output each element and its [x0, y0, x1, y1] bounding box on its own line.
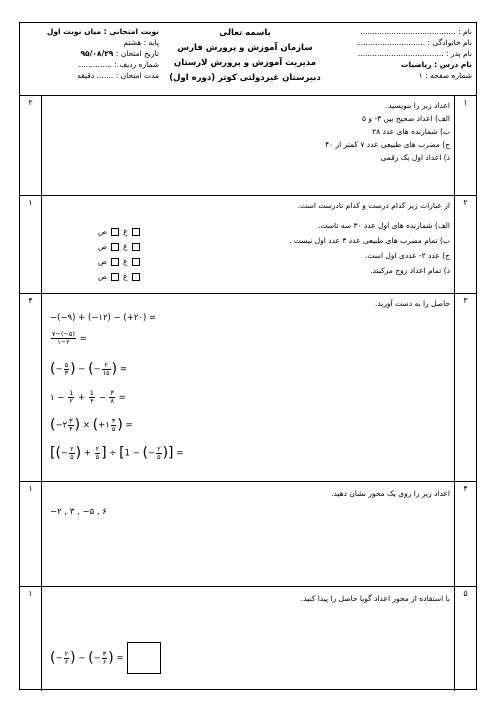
- tf-choice: [76, 257, 144, 266]
- expression-3: (− $\frac{۵}{۳}$ ) − (− $\frac{۲}{۱۵}$ ) =: [50, 360, 127, 377]
- question-score: ۱: [20, 481, 42, 586]
- question-body: [46, 95, 450, 199]
- question-number: ۴: [454, 481, 476, 586]
- expression-1: −(−۹) + (−۱۲) − (+۲۰) =: [50, 313, 157, 323]
- exam-page: [19, 22, 477, 690]
- equals-sign: =: [119, 364, 127, 375]
- true-checkbox[interactable]: [132, 273, 140, 281]
- date-label: تاریخ امتحان :: [115, 49, 159, 58]
- question-prompt: از عبارات زیر کدام درست و کدام نادرست است.: [297, 201, 450, 210]
- exam-header: [20, 23, 476, 96]
- expression-5: (−۲ $\frac{۳}{۴}$ ) × (+۱ $\frac{۳}{۵}$ ) =: [50, 416, 133, 433]
- statement: ج) عدد ۲- عددی اول است.: [364, 251, 450, 260]
- values-text: −۲ , ۳ , −۵ , ۶: [50, 507, 107, 517]
- true-label: ص: [98, 272, 108, 281]
- seat-label: شماره ردیف :: [114, 60, 159, 69]
- question-1: [20, 95, 476, 196]
- numerator: ۲: [64, 649, 69, 658]
- question-body: [46, 481, 450, 586]
- question-prompt: اعداد زیر را روی یک محور نشان دهید.: [331, 489, 450, 498]
- false-label: غ: [123, 257, 128, 266]
- question-score: ۱: [20, 586, 42, 691]
- false-checkbox[interactable]: [111, 258, 119, 266]
- duration-unit: دقیقه: [77, 71, 95, 80]
- expression-2: [50, 331, 87, 346]
- exam-term: نوبت امتحانی : میان نوبت اول: [46, 27, 159, 36]
- numerator: ۳: [102, 649, 107, 658]
- denominator: ۵: [95, 452, 100, 461]
- question-prompt: اعداد زیر را بنویسید.: [385, 101, 450, 110]
- statement: الف) شمارنده های اول عدد ۳۰ سه تاست.: [317, 221, 450, 230]
- expression-q5: (− $\frac{۲}{۶}$ ) − (− $\frac{۳}{۶}$ ) =: [50, 642, 161, 674]
- denominator: ۸: [110, 397, 114, 405]
- question-item: ج) مضرب های طبیعی عدد ۷ کمتر از ۴۰: [325, 140, 450, 149]
- header-title: باسمه تعالی: [219, 28, 271, 38]
- denominator: ۶: [102, 657, 107, 666]
- numerator: ۲: [102, 362, 111, 370]
- org-name: سازمان آموزش و پرورش فارس: [177, 43, 313, 53]
- true-label: ص: [98, 257, 108, 266]
- question-prompt: حاصل را به دست آورید.: [374, 299, 450, 308]
- father-label: نام پدر :: [446, 49, 472, 58]
- question-number: ۲: [454, 195, 476, 293]
- values-list: [50, 507, 107, 517]
- question-number: ۱: [454, 95, 476, 195]
- true-checkbox[interactable]: [132, 228, 140, 236]
- true-label: ص: [98, 227, 108, 236]
- family-label: نام خانوادگی :: [427, 38, 472, 47]
- name-label: نام :: [458, 27, 472, 36]
- question-score: ۴: [20, 293, 42, 481]
- answer-box[interactable]: [127, 642, 161, 674]
- expression-6: [(− $\frac{۲}{۵}$ ) + $\frac{۲}{۵}$ ] ÷ [1 − (− $\frac{۲}{۵}$ )] =: [50, 444, 184, 461]
- question-number: ۳: [454, 293, 476, 481]
- question-3: [20, 293, 476, 482]
- equals-sign: =: [125, 420, 133, 431]
- denominator: ۱۵: [102, 368, 110, 377]
- denominator: ۳: [64, 368, 69, 377]
- equals-sign: =: [116, 653, 124, 664]
- integer: ۱: [50, 393, 55, 403]
- integer: ۱: [105, 420, 110, 431]
- false-checkbox[interactable]: [111, 228, 119, 236]
- duration-label: مدت امتحان :: [115, 71, 159, 80]
- question-score: ۲: [20, 95, 42, 195]
- denominator: ۴: [90, 397, 94, 405]
- school-info: [165, 23, 325, 98]
- false-label: غ: [123, 272, 128, 281]
- e2-numerator: ۷−(−۵): [52, 330, 75, 338]
- numerator: ۳: [69, 416, 73, 425]
- equals-sign: =: [118, 393, 126, 403]
- school-name: دبیرستان غیردولتی کوثر (دوره اول): [169, 73, 321, 83]
- true-checkbox[interactable]: [132, 258, 140, 266]
- false-label: غ: [123, 242, 128, 251]
- true-checkbox[interactable]: [132, 243, 140, 251]
- numerator: ۲: [70, 444, 74, 453]
- tf-choice: [76, 242, 144, 251]
- question-4: [20, 481, 476, 587]
- numerator: ۵: [64, 360, 69, 369]
- denominator: ۵: [70, 452, 74, 461]
- question-5: [20, 586, 476, 691]
- question-item: د) اعداد اول یک رقمی: [380, 153, 450, 162]
- numerator: ۳: [111, 416, 116, 425]
- course-label: نام درس : ریاضیات: [400, 60, 472, 69]
- denominator: ۶: [64, 657, 69, 666]
- numerator: ۳: [110, 389, 114, 397]
- expression-4: ۱ − $\frac{1}{۲}$ + $\frac{1}{۴}$ − $\frac{۳}{۸}$ =: [50, 389, 126, 405]
- page-label: شماره صفحه : ۱: [418, 71, 472, 80]
- e2-denominator: ۱−۲: [57, 338, 70, 346]
- denominator: ۲: [69, 397, 73, 405]
- question-prompt: با استفاده از محور اعداد گویا حاصل را پیدا کنید.: [300, 594, 450, 603]
- statement: ب) تمام مضرب های طبیعی عدد ۳ عدد اول نیست .: [289, 236, 450, 245]
- question-body: [46, 195, 450, 293]
- false-label: غ: [123, 227, 128, 236]
- false-checkbox[interactable]: [111, 243, 119, 251]
- student-info: نام : ........................................ نام خانوادگی : ............................. نام پدر : .................................... نام درس : ریاضیات شماره صفحه : ۱: [327, 23, 472, 98]
- numerator: ۲: [95, 444, 100, 453]
- date-value: ۹۵/۰۸/۲۹: [80, 49, 114, 58]
- tf-choice: [76, 272, 144, 281]
- true-label: ص: [98, 242, 108, 251]
- tf-choice: [76, 227, 144, 236]
- false-checkbox[interactable]: [111, 273, 119, 281]
- question-body: [46, 293, 450, 481]
- exam-info: نوبت امتحانی : میان نوبت اول پایه : هشتم تاریخ امتحان : ۹۵/۰۸/۲۹ شماره ردیف : .............. مدت امتحان : ....... دقیقه: [24, 23, 159, 98]
- question-2: [20, 195, 476, 294]
- equals-sign: =: [79, 334, 87, 344]
- org-directorate: مدیریت آموزش و پرورش لارستان: [174, 58, 316, 68]
- question-body: [46, 586, 450, 691]
- integer: ۲: [62, 420, 68, 431]
- exam-grade: پایه : هشتم: [123, 38, 159, 47]
- equals-sign: =: [176, 448, 184, 459]
- question-item: الف) اعداد صحیح بین ۳- و ۵: [361, 114, 450, 123]
- statement: د) تمام اعداد زوج مرکبند.: [370, 266, 450, 275]
- question-item: ب) شمارنده های عدد ۲۸: [372, 127, 450, 136]
- question-number: ۵: [454, 586, 476, 691]
- question-score: ۱: [20, 195, 42, 293]
